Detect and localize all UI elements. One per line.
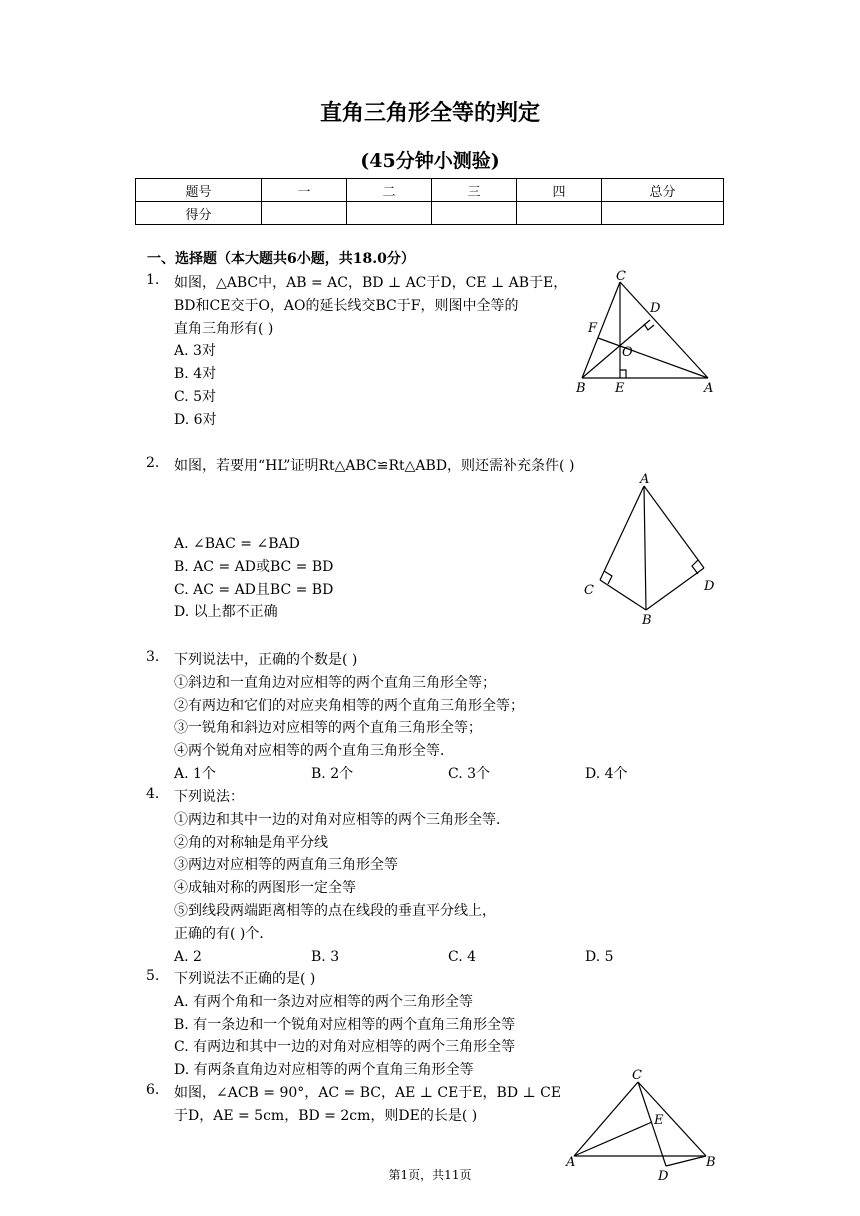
question-text-line: ④两个锐角对应相等的两个直角三角形全等． [174, 743, 454, 760]
option-c[interactable]: C. 有两边和其中一边的对角对应相等的两个三角形全等 [174, 1039, 516, 1056]
options-row [174, 763, 722, 786]
score-table-header-row [136, 179, 724, 202]
score-header-cell: 题号 [136, 179, 262, 202]
score-table-score-row [136, 202, 724, 225]
question-number: 2. [146, 455, 160, 471]
question-text-line: 直角三角形有( ) [174, 320, 274, 337]
question-text-line: 下列说法不正确的是( ) [174, 971, 316, 987]
figure-label: D [658, 1169, 669, 1184]
score-table [135, 178, 724, 225]
question-number: 5. [146, 968, 160, 984]
question-text-line: ⑤到线段两端距离相等的点在线段的垂直平分线上， [174, 902, 496, 919]
option-c[interactable]: C. 4 [448, 948, 477, 965]
figure-label: C [632, 1068, 642, 1083]
question-text-line: ②角的对称轴是角平分线 [174, 834, 328, 851]
score-header-cell: 一 [262, 179, 347, 202]
question-text-line: 下列说法中，正确的个数是( ) [174, 652, 358, 668]
question-4 [174, 786, 722, 968]
question-text-line: 如图，△ABC中，AB = AC，BD ⊥ AC于D，CE ⊥ AB于E， [174, 275, 568, 291]
figure-label: A [640, 472, 650, 487]
score-cell[interactable] [432, 202, 517, 225]
figure-label: C [616, 269, 626, 284]
option-d[interactable]: D. 6对 [174, 411, 217, 428]
figure-label: B [642, 613, 652, 628]
question-text-line: ①斜边和一直角边对应相等的两个直角三角形全等； [174, 674, 496, 691]
question-number: 3. [146, 649, 160, 665]
figure-label: B [576, 381, 586, 396]
option-c[interactable]: C. 3个 [448, 765, 491, 782]
question-number: 6. [146, 1082, 160, 1098]
figure-q1 [568, 268, 728, 398]
question-text-line: 如图，∠ACB = 90°，AC = BC，AE ⊥ CE于E，BD ⊥ CE [174, 1085, 562, 1101]
option-a[interactable]: A. 有两个角和一条边对应相等的两个三角形全等 [174, 993, 474, 1010]
question-text-line: ②有两边和它们的对应夹角相等的两个直角三角形全等； [174, 697, 524, 714]
option-d[interactable]: D. 有两条直角边对应相等的两个直角三角形全等 [174, 1062, 474, 1079]
question-text-line: 如图，若要用“HL”证明Rt△ABC≌Rt△ABD，则还需补充条件( ) [174, 458, 575, 474]
question-text-line: ①两边和其中一边的对角对应相等的两个三角形全等． [174, 811, 510, 828]
score-cell[interactable] [517, 202, 602, 225]
option-b[interactable]: B. 2个 [311, 765, 354, 782]
question-text-line: 于D，AE = 5cm，BD = 2cm，则DE的长是( ) [174, 1107, 478, 1124]
option-a[interactable]: A. 3对 [174, 343, 216, 360]
question-number: 4. [146, 786, 160, 802]
option-a[interactable]: A. 1个 [174, 765, 216, 782]
score-header-cell: 总分 [602, 179, 724, 202]
question-6 [174, 1082, 561, 1128]
figure-label: E [615, 381, 625, 396]
figure-label: A [566, 1155, 576, 1170]
figure-label: A [704, 381, 714, 396]
figure-q2 [580, 470, 720, 630]
score-header-cell: 二 [347, 179, 432, 202]
figure-label: B [706, 1155, 716, 1170]
figure-label: E [654, 1113, 664, 1128]
option-b[interactable]: B. 3 [311, 948, 340, 965]
question-text-line: BD和CE交于O，AO的延长线交BC于F，则图中全等的 [174, 297, 519, 314]
question-2 [174, 455, 574, 478]
option-d[interactable]: D. 5 [585, 948, 614, 965]
option-c[interactable]: C. 5对 [174, 388, 217, 405]
option-b[interactable]: B. AC = AD或BC = BD [174, 558, 334, 575]
option-b[interactable]: B. 4对 [174, 366, 217, 383]
figure-label: C [584, 583, 594, 598]
figure-label: D [704, 579, 715, 594]
figure-label: F [588, 321, 598, 336]
option-d[interactable]: D. 以上都不正确 [174, 604, 278, 621]
score-header-cell: 四 [517, 179, 602, 202]
question-text-line: 正确的有( )个． [174, 925, 274, 942]
option-a[interactable]: A. 2 [174, 948, 202, 965]
question-2-options [174, 533, 333, 624]
question-text-line: ③一锐角和斜边对应相等的两个直角三角形全等； [174, 720, 482, 737]
section-heading: 一、选择题（本大题共6小题，共18.0分） [147, 251, 415, 267]
question-text-line: ③两边对应相等的两直角三角形全等 [174, 857, 398, 874]
score-cell[interactable] [347, 202, 432, 225]
score-cell[interactable] [602, 202, 724, 225]
question-1 [174, 272, 567, 432]
option-b[interactable]: B. 有一条边和一个锐角对应相等的两个直角三角形全等 [174, 1016, 516, 1033]
document-title: 直角三角形全等的判定 [319, 100, 540, 126]
question-text-line: ④成轴对称的两图形一定全等 [174, 880, 356, 897]
figure-label: O [622, 345, 633, 360]
options-row [174, 946, 722, 969]
score-header-cell: 三 [432, 179, 517, 202]
option-c[interactable]: C. AC = AD且BC = BD [174, 581, 334, 598]
question-5 [174, 968, 515, 1082]
score-cell[interactable] [262, 202, 347, 225]
option-a[interactable]: A. ∠BAC = ∠BAD [174, 536, 300, 552]
figure-label: D [650, 301, 661, 316]
page-footer: 第1页，共11页 [388, 1168, 472, 1182]
question-number: 1. [146, 272, 160, 288]
question-3 [174, 649, 722, 786]
option-d[interactable]: D. 4个 [585, 765, 628, 782]
score-row-label: 得分 [136, 202, 262, 225]
document-subtitle: (45分钟小测验) [360, 150, 500, 172]
question-text-line: 下列说法： [174, 789, 244, 805]
